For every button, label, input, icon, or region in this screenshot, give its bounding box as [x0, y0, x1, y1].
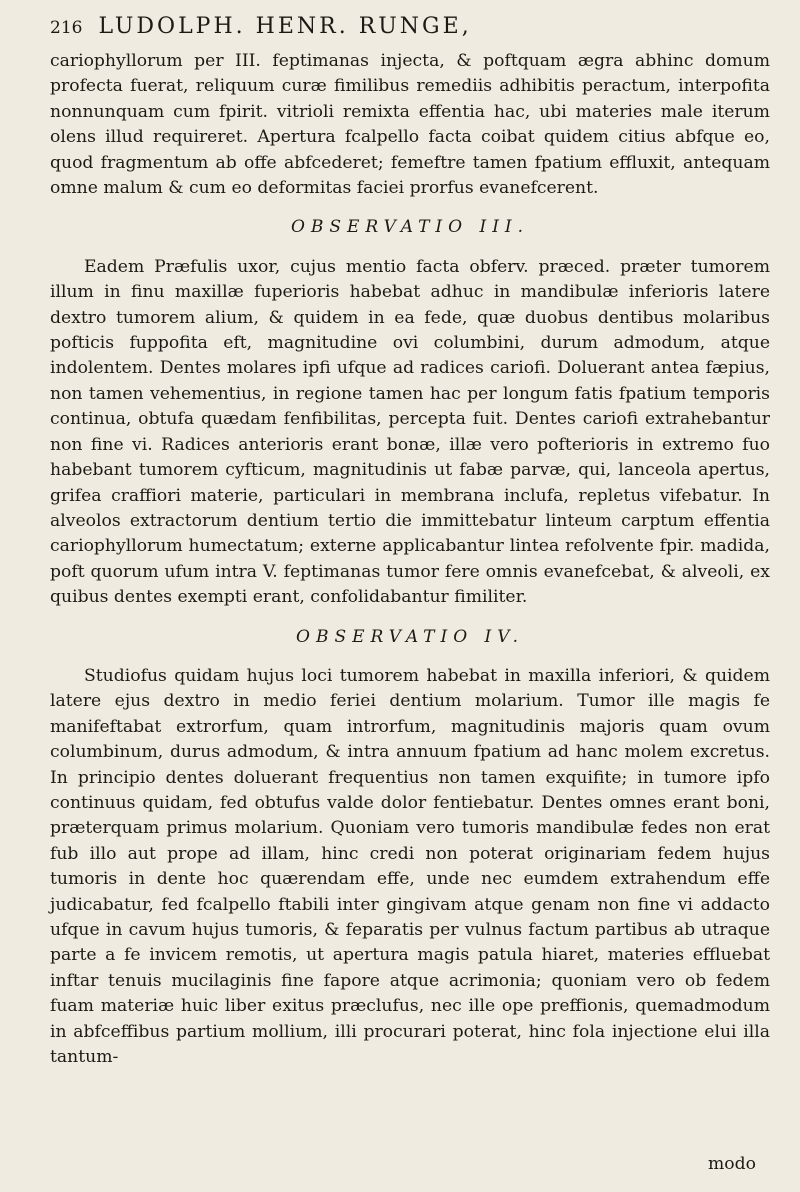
page-header — [50, 14, 770, 39]
catchword: modo — [708, 1154, 756, 1174]
body-text — [50, 49, 770, 1070]
paragraph-continuation: cariophyllorum per III. feptimanas injecta, & poftquam ægra abhinc domum profecta fuerat, reliquum curæ fimilibus remediis adhibitis peractum, interpofita nonnunquam cum fpirit. vitrioli remixta effentia hac, ubi materies male iterum olens illud requireret. Apertura fcalpello facta coibat quidem citius abfque eo, quod fragmentum ab offe abfcederet; femeftre tamen fpatium effluxit, antequam omne malum & cum eo deformitas faciei prorfus evanefcerent. — [50, 51, 770, 199]
observation-heading-3: OBSERVATIO III. — [290, 217, 530, 238]
running-head: LUDOLPH. HENR. RUNGE, — [98, 14, 472, 39]
paragraph-observation-3: Eadem Præfulis uxor, cujus mentio facta obferv. præced. præter tumorem illum in finu maxillæ fuperioris habebat adhuc in mandibulæ inferioris latere dextro tumorem alium, & quidem in ea fede, quæ duobus dentibus molaribus pofticis fuppofita eft, magnitudine ovi columbini, durum admodum, atque indolentem. Dentes molares ipfi ufque ad radices cariofi. Doluerant antea fæpius, non tamen vehementius, in regione tamen hac per longum fatis fpatium temporis continua, obtufa quædam fenfibilitas, percepta fuit. Dentes cariofi extrahebantur non fine vi. Radices anterioris erant bonæ, illæ vero pofterioris in extremo fuo habebant tumorem cyfticum, magnitudinis ut fabæ parvæ, qui, lanceola apertus, grifea craffiori materie, particulari in membrana inclufa, repletus vifebatur. In alveolos extractorum dentium tertio die immittebatur linteum carptum effentia cariophyllorum humectatum; externe applicabantur lintea refolvente fpir. madida, poft quorum ufum intra V. feptimanas tumor fere omnis evanefcebat, & alveoli, ex quibus dentes exempti erant, confolidabantur fimiliter. — [50, 256, 770, 608]
observation-heading-4: OBSERVATIO IV. — [296, 626, 524, 647]
paragraph-observation-4: Studiofus quidam hujus loci tumorem habebat in maxilla inferiori, & quidem latere ejus dextro in medio feriei dentium molarium. Tumor ille magis fe manifeftabat extrorfum, quam introrfum, magnitudinis majoris quam ovum columbinum, durus admodum, & intra annuum fpatium ad hanc molem excretus. In principio dentes doluerant frequentius non tamen exquifite; in tumore ipfo continuus quidam, fed obtufus valde dolor fentiebatur. Dentes omnes erant boni, præterquam primus molarium. Quoniam vero tumoris mandibulæ fedes non erat fub illo aut prope ad illam, hinc credi non poterat originariam fedem hujus tumoris in dente hoc quærendam effe, unde nec eumdem extrahendum effe judicabatur, fed fcalpello ftabili inter gingivam atque genam non fine vi addacto ufque in cavum hujus tumoris, & feparatis per vulnus factum partibus ab utraque parte a fe invicem remotis, ut apertura magis patula hiaret, materies effluebat inftar tenuis mucilaginis fine fapore atque acrimonia; quoniam vero ob fedem fuam materiæ huic liber exitus præclufus, nec ille ope preffionis, quemadmodum in abfceffibus partium mollium, illi procurari poterat, hinc fola injectione elui illa tantum- — [50, 665, 770, 1068]
page-number: 216 — [50, 18, 83, 38]
